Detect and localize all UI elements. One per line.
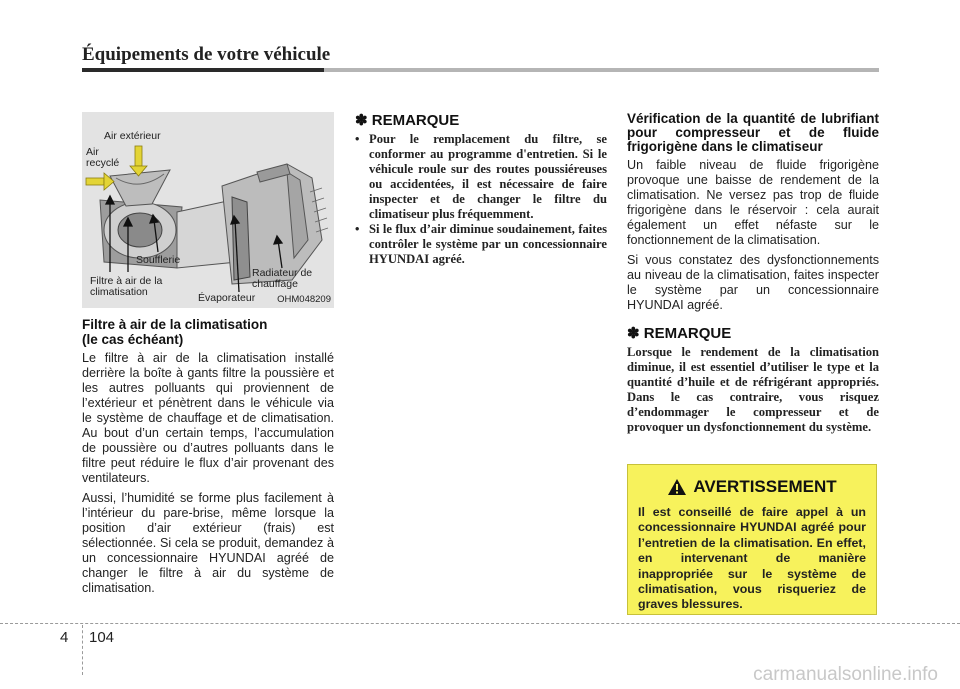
- warning-triangle-icon: [667, 478, 687, 496]
- footer-divider: [82, 625, 83, 675]
- watermark-text: carmanualsonline.info: [753, 664, 938, 685]
- warning-title: AVERTISSEMENT: [693, 477, 837, 496]
- warning-text: Il est conseillé de faire appel à un concessionnaire HYUNDAI agréé pour l’entretien de la climatisation. En effet, en intervenant de manière inappropriée sur le système de climatisation, vous risqueriez de graves blessures.: [638, 505, 866, 612]
- warning-box: [627, 464, 877, 615]
- page-number: 104: [89, 629, 115, 646]
- heading-line-1: Filtre à air de la climatisation: [82, 317, 268, 332]
- paragraph-filtre-1: Le filtre à air de la climatisation installé derrière la boîte à gants filtre la poussière et les autres polluants qui proviennent de l’extérieur et pénètrent dans le véhicule via le système de chauffage et de climatisation. Au bout d’un certain temps, l’accumulation de poussière ou d’autres polluants dans le filtre peut réduire le flux d’air provenant des ventilateurs.: [82, 351, 334, 485]
- note-bullet-list: [355, 132, 607, 267]
- section-heading-verification: Vérification de la quantité de lubrifiant pour compresseur et de fluide frigorigène dans le climatiseur: [627, 111, 879, 154]
- paragraph-verification-2: Si vous constatez des dysfonctionnements au niveau de la climatisation, faites inspecter le système par un concessionnaire HYUNDAI agréé.: [627, 253, 879, 312]
- bullet-text: Si le flux d’air diminue soudainement, faites contrôler le système par un concessionnaire HYUNDAI agréé.: [369, 222, 607, 266]
- list-item: [355, 222, 607, 267]
- label-air-recycle-2: recyclé: [86, 157, 120, 169]
- note-heading-text: REMARQUE: [643, 325, 732, 342]
- label-radiateur-1: Radiateur de: [252, 267, 313, 279]
- label-air-exterieur: Air extérieur: [104, 130, 161, 142]
- footer-rule: [0, 623, 960, 624]
- label-filtre-1: Filtre à air de la: [90, 275, 163, 287]
- list-item: [355, 132, 607, 222]
- label-radiateur-2: chauffage: [252, 278, 298, 290]
- label-soufflerie: Soufflerie: [136, 254, 181, 266]
- column-left: [82, 112, 334, 596]
- bullet-text: Pour le remplacement du filtre, se conformer au programme d'entretien. Si le véhicule roule sur des routes poussiéreuses ou accidentées, il est nécessaire de faire inspecter et de changer le filtre du climatiseur plus fréquemment.: [369, 132, 607, 221]
- column-middle: [355, 112, 607, 267]
- warning-header: [628, 477, 876, 497]
- asterisk-note-icon: ✽: [355, 112, 368, 129]
- header-rule-accent: [82, 68, 324, 72]
- chapter-number: 4: [60, 629, 69, 646]
- note-heading-text: REMARQUE: [371, 112, 460, 129]
- page-header-title: Équipements de votre véhicule: [82, 44, 331, 65]
- figure-code: OHM048209: [277, 294, 331, 305]
- paragraph-filtre-2: Aussi, l’humidité se forme plus facilement à l’intérieur du pare-brise, même lorsque la position d’air extérieur (frais) est sélectionnée. Si cela se produit, demandez à un concessionnaire HYUNDAI agréé de changer le filtre à air du système de climatisation.: [82, 491, 334, 595]
- label-evaporateur: Évaporateur: [198, 292, 256, 304]
- bullet-icon: •: [355, 222, 360, 236]
- section-heading-filtre: [82, 317, 334, 347]
- note-heading: [355, 112, 607, 130]
- note-heading-2: [627, 325, 879, 343]
- note-paragraph: Lorsque le rendement de la climatisation diminue, il est essentiel d’utiliser le type et la quantité d’huile et de réfrigérant appropriés. Dans le cas contraire, vous risquez d’endommager le compresseur et de provoquer un dysfonctionnement du système.: [627, 345, 879, 434]
- label-filtre-2: climatisation: [90, 286, 148, 298]
- bullet-icon: •: [355, 132, 360, 146]
- heading-line-2: (le cas échéant): [82, 332, 184, 347]
- asterisk-note-icon: ✽: [627, 325, 640, 342]
- hvac-diagram: [82, 112, 334, 308]
- label-air-recycle-1: Air: [86, 146, 99, 158]
- paragraph-verification-1: Un faible niveau de fluide frigorigène provoque une baisse de rendement de la climatisation. Ne versez pas trop de fluide frigorigène dans le réservoir : cela aurait également un effet néfaste sur le fonctionnement de la climatisation.: [627, 158, 879, 247]
- column-right: [627, 112, 879, 435]
